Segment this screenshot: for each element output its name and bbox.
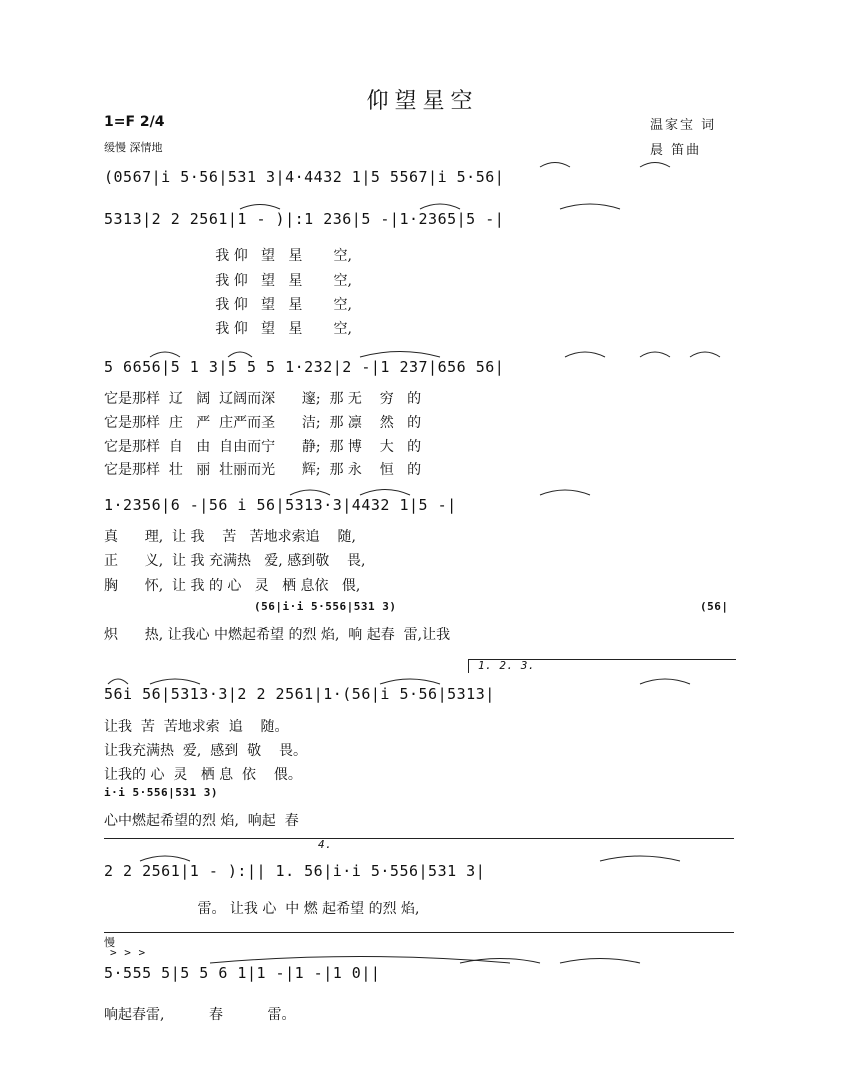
lyric-line: 我 仰 望 星 空, [104, 248, 353, 264]
composer-credit: 晨 笛曲 [650, 143, 702, 158]
lyric-line: 响起春雷, 春 雷。 [104, 1007, 296, 1023]
notation-row: 56i 56|5313·3|2 2 2561|1·(56|i 5·56|5313| [104, 685, 495, 703]
volta-label: 1. 2. 3. [478, 659, 535, 672]
song-title: 仰望星空 [366, 89, 479, 114]
lyric-line: 我 仰 望 星 空, [104, 297, 353, 313]
lyric-line: 我 仰 望 星 空, [104, 321, 353, 337]
lyric-line: 炽 热, 让我心 中燃起希望 的烈 焰, 响 起春 雷,让我 [104, 627, 451, 643]
cue-notes-end: (56| [700, 600, 729, 613]
lyric-line: 正 义, 让 我 充满热 爱, 感到敬 畏, [104, 553, 366, 569]
lyric-line: 心中燃起希望的烈 焰, 响起 春 [104, 813, 299, 829]
tempo-marking: 缓慢 深情地 [104, 141, 163, 154]
lyric-line: 让我的 心 灵 栖 息 依 偎。 [104, 767, 302, 783]
lyric-line: 雷。 让我 心 中 燃 起希望 的烈 焰, [104, 901, 420, 917]
notation-row: (0567|i 5·56|531 3|4·4432 1|5 5567|i 5·56| [104, 168, 505, 186]
lyric-line: 它是那样 辽 阔 辽阔而深 邃; 那 无 穷 的 [104, 391, 422, 407]
notation-row: 5·555 5|5 5 6 1|1 -|1 -|1 0|| [104, 964, 381, 982]
lyric-line: 它是那样 自 由 自由而宁 静; 那 博 大 的 [104, 439, 422, 455]
tempo-change: 慢 [104, 936, 115, 949]
lyric-line: 真 理, 让 我 苦 苦地求索追 随, [104, 529, 356, 545]
section-rule [104, 838, 734, 839]
notation-row: 5313|2 2 2561|1 - )|:1 236|5 -|1·2365|5 -| [104, 210, 505, 228]
notation-row: 2 2 2561|1 - ):|| 1. 56|i·i 5·556|531 3| [104, 862, 486, 880]
lyric-line: 它是那样 庄 严 庄严而圣 洁; 那 凛 然 的 [104, 415, 422, 431]
lyric-line: 胸 怀, 让 我 的 心 灵 栖 息依 偎, [104, 578, 361, 594]
lyricist-credit: 温家宝 词 [650, 118, 717, 133]
lyric-line: 它是那样 壮 丽 壮丽而光 辉; 那 永 恒 的 [104, 462, 422, 478]
lyric-line: 我 仰 望 星 空, [104, 273, 353, 289]
lyric-line: 让我 苦 苦地求索 追 随。 [104, 719, 289, 735]
lyric-line: 让我充满热 爱, 感到 敬 畏。 [104, 743, 307, 759]
accent-marks: > > > [110, 946, 146, 959]
cue-notes: (56|i·i 5·556|531 3) [254, 600, 397, 613]
volta-bracket-edge [468, 659, 469, 673]
cue-notes: i·i 5·556|531 3) [104, 786, 218, 799]
notation-row: 5 6656|5 1 3|5 5 5 1·232|2 -|1 237|656 56| [104, 358, 505, 376]
volta-label: 4. [318, 838, 333, 851]
section-rule [104, 932, 734, 933]
notation-row: 1·2356|6 -|56 i 56|5313·3|4432 1|5 -| [104, 496, 457, 514]
key-signature: 1=F 2/4 [104, 114, 165, 130]
